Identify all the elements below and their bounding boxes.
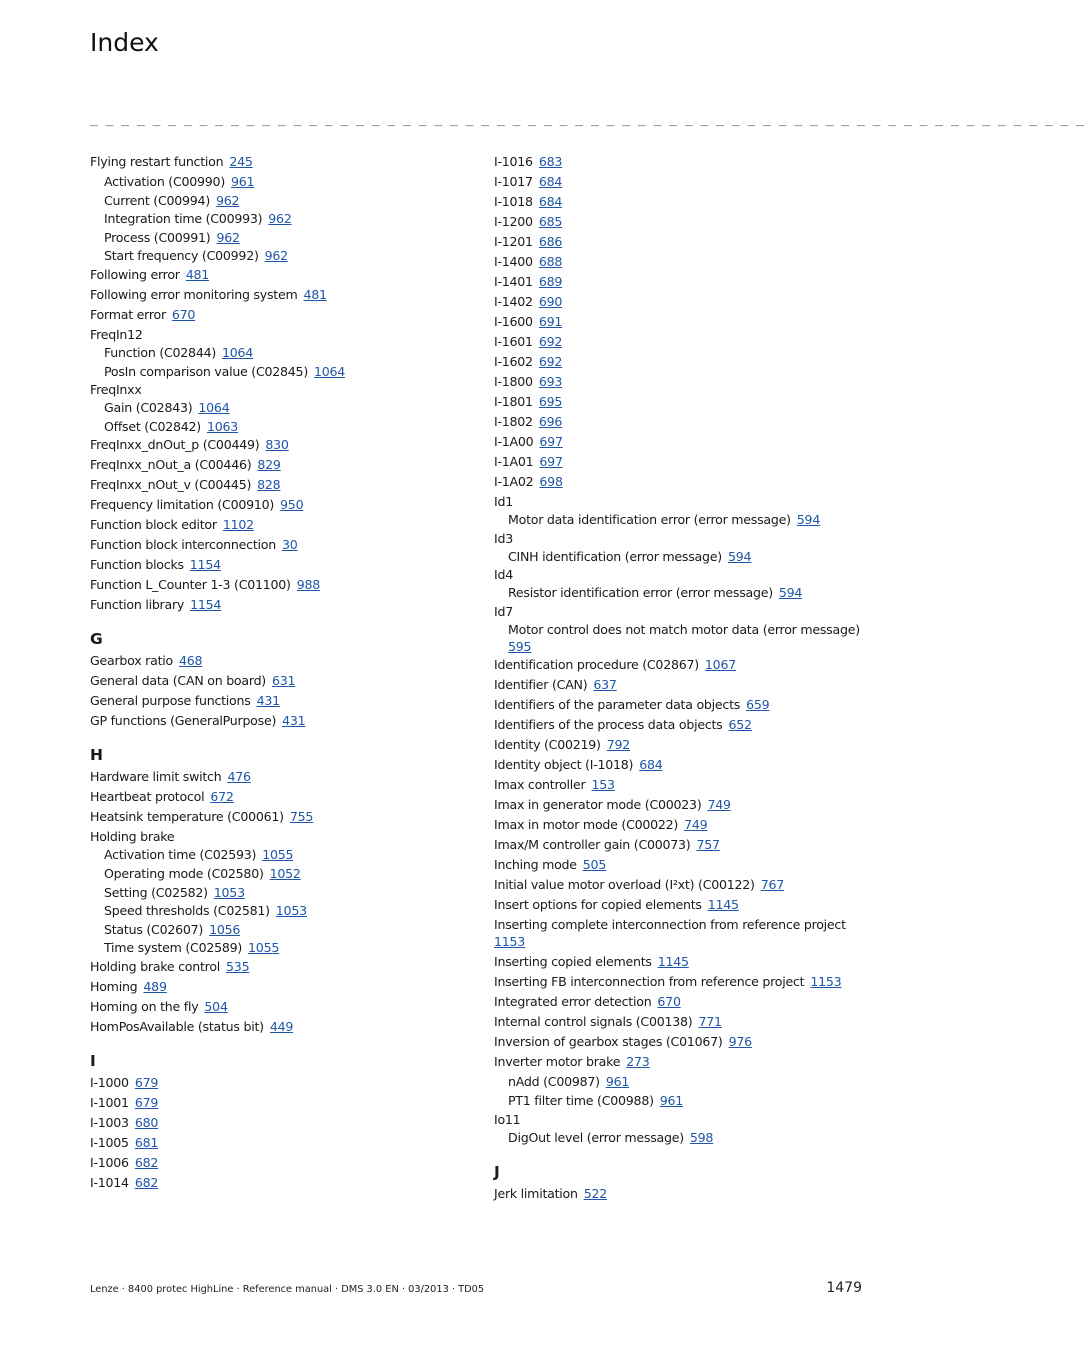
- index-entry: [494, 373, 864, 390]
- index-entry: [494, 153, 864, 170]
- page-link[interactable]: 771: [698, 1014, 722, 1030]
- page-link[interactable]: 698: [539, 474, 563, 489]
- page-link[interactable]: 1064: [198, 400, 230, 416]
- index-entry: [90, 476, 480, 493]
- index-entry: [494, 313, 864, 330]
- index-term: Heartbeat protocol: [90, 789, 205, 805]
- page-link[interactable]: 449: [269, 1018, 294, 1034]
- index-subentry: [104, 884, 480, 901]
- index-entry: [90, 692, 480, 709]
- page-link[interactable]: 679: [134, 1094, 159, 1110]
- index-subentry: [508, 1092, 864, 1109]
- index-entry: [494, 253, 864, 270]
- page-link[interactable]: 594: [796, 512, 821, 527]
- index-subentry: [104, 192, 480, 209]
- index-entry: [494, 716, 864, 733]
- page-link[interactable]: 431: [282, 713, 306, 729]
- index-term: Id7: [494, 603, 513, 619]
- page-link[interactable]: 684: [538, 174, 563, 189]
- index-term: I-1001: [90, 1094, 129, 1110]
- index-entry: [90, 768, 480, 785]
- page-link[interactable]: 476: [227, 769, 251, 785]
- page-link[interactable]: 684: [538, 194, 563, 209]
- index-term: Gearbox ratio: [90, 653, 173, 669]
- index-term: I-1A02: [494, 474, 534, 489]
- index-term: Time system (C02589): [104, 940, 243, 956]
- page-link[interactable]: 1053: [275, 903, 307, 919]
- index-entry: [494, 756, 864, 773]
- index-term: Jerk limitation: [494, 1185, 578, 1201]
- page-link[interactable]: 505: [582, 857, 607, 873]
- index-term: Heatsink temperature (C00061): [90, 809, 284, 825]
- page-link[interactable]: 1064: [222, 344, 254, 360]
- index-entry: [494, 776, 864, 793]
- index-entry: [90, 286, 480, 303]
- index-entry: [90, 712, 480, 729]
- index-term: Inversion of gearbox stages (C01067): [494, 1034, 723, 1050]
- index-term: PosIn comparison value (C02845): [104, 363, 308, 379]
- page-title: Index: [90, 28, 159, 57]
- index-entry: [90, 1134, 480, 1151]
- index-entry: [494, 1033, 864, 1050]
- index-term: DigOut level (error message): [508, 1129, 684, 1145]
- page-link[interactable]: 697: [539, 454, 563, 469]
- page-link[interactable]: 828: [257, 477, 281, 493]
- page-link[interactable]: 755: [289, 809, 314, 825]
- index-term: Frequency limitation (C00910): [90, 497, 275, 513]
- index-subentry: [104, 902, 480, 919]
- footer-page-number: 1479: [826, 1280, 862, 1296]
- index-letter-heading: I: [90, 1051, 96, 1070]
- page-link[interactable]: 696: [538, 414, 563, 429]
- index-entry: [90, 958, 480, 975]
- index-subentry: [104, 939, 480, 956]
- page-link[interactable]: 682: [134, 1174, 159, 1190]
- index-term: Operating mode (C02580): [104, 865, 264, 881]
- page-link[interactable]: 792: [606, 737, 630, 753]
- index-term: Inverter motor brake: [494, 1054, 621, 1070]
- index-term: Insert options for copied elements: [494, 897, 702, 913]
- page-link[interactable]: 679: [134, 1074, 159, 1090]
- index-entry: [494, 876, 864, 893]
- index-term: Activation time (C02593): [104, 847, 257, 863]
- page-link[interactable]: 691: [538, 314, 563, 329]
- page-link[interactable]: 595: [508, 638, 532, 654]
- page-link[interactable]: 468: [178, 653, 203, 669]
- index-entry: [90, 1174, 480, 1191]
- index-entry: [494, 530, 864, 547]
- index-term: Function blocks: [90, 557, 184, 573]
- page-link[interactable]: 757: [696, 837, 720, 853]
- page-link[interactable]: 962: [264, 248, 288, 264]
- page-link[interactable]: 961: [231, 174, 255, 189]
- index-letter-heading: G: [90, 630, 103, 649]
- page-link[interactable]: 749: [707, 797, 731, 813]
- index-term: Id3: [494, 530, 513, 546]
- index-term: Format error: [90, 306, 166, 322]
- index-term: Identifiers of the process data objects: [494, 717, 723, 733]
- page-link[interactable]: 692: [538, 334, 563, 349]
- page-link[interactable]: 652: [728, 717, 752, 733]
- index-term: Status (C02607): [104, 921, 204, 937]
- index-term: Offset (C02842): [104, 418, 201, 434]
- index-entry: [90, 496, 480, 513]
- index-subentry: [508, 511, 864, 528]
- index-term: Start frequency (C00992): [104, 248, 259, 264]
- index-term: I-1200: [494, 214, 533, 229]
- index-term: FreqInxx: [90, 382, 142, 398]
- page-link[interactable]: 481: [303, 286, 327, 302]
- page-link[interactable]: 670: [171, 306, 196, 322]
- index-term: FreqInxx_nOut_a (C00446): [90, 457, 252, 473]
- index-term: Following error monitoring system: [90, 286, 298, 302]
- index-entry: [494, 333, 864, 350]
- index-term: I-1201: [494, 234, 533, 249]
- index-subentry: [508, 1129, 864, 1146]
- index-entry: [494, 676, 864, 693]
- page-link[interactable]: 1055: [248, 940, 280, 956]
- page-link[interactable]: 1145: [657, 954, 689, 970]
- index-entry: [494, 736, 864, 753]
- page-link[interactable]: 829: [257, 457, 281, 473]
- page-link[interactable]: 1063: [206, 418, 239, 434]
- header-separator: _ _ _ _ _ _ _ _ _ _ _ _ _ _ _ _ _ _ _ _ _ _ _ _ _ _ _ _ _ _ _ _ _ _ _ _ _ _ _ _ _ _ _ _ _ _ _ _ _ _ _ _ _ _ _ _ _ _ _ _ _ _ _ _: [90, 112, 1084, 127]
- index-entry: [494, 293, 864, 310]
- index-term: Function L_Counter 1-3 (C01100): [90, 577, 291, 593]
- index-entry: [494, 1013, 864, 1030]
- index-term: Io11: [494, 1111, 521, 1127]
- index-term: Internal control signals (C00138): [494, 1014, 693, 1030]
- index-term: PT1 filter time (C00988): [508, 1092, 654, 1108]
- page-link[interactable]: 659: [746, 697, 770, 713]
- page-link[interactable]: 1153: [810, 974, 842, 990]
- page-link[interactable]: 1154: [189, 557, 221, 573]
- index-term: I-1602: [494, 354, 533, 369]
- index-entry: [90, 456, 480, 473]
- page-link[interactable]: 962: [216, 192, 240, 208]
- page-link[interactable]: 1056: [209, 921, 241, 937]
- page-link[interactable]: 697: [539, 434, 563, 449]
- index-term: Imax controller: [494, 777, 586, 793]
- page-link[interactable]: 489: [143, 978, 167, 994]
- page-link[interactable]: 153: [591, 777, 615, 793]
- page-link[interactable]: 535: [226, 958, 250, 974]
- page-link[interactable]: 686: [538, 234, 563, 249]
- index-term: Initial value motor overload (I²xt) (C00122): [494, 877, 755, 893]
- index-subentry: [104, 363, 480, 380]
- page-link[interactable]: 637: [593, 677, 617, 693]
- index-term: Identification procedure (C02867): [494, 657, 699, 673]
- index-entry: [494, 973, 864, 990]
- index-entry: [90, 1114, 480, 1131]
- page-link[interactable]: 690: [538, 294, 563, 309]
- index-entry: [494, 413, 864, 430]
- index-subentry: [508, 1073, 864, 1090]
- index-subentry: [104, 344, 480, 361]
- index-entry: [90, 978, 480, 995]
- index-term: Setting (C02582): [104, 884, 208, 900]
- index-entry: [494, 836, 864, 853]
- index-term: Id1: [494, 494, 513, 509]
- index-term: Identifier (CAN): [494, 677, 588, 693]
- index-entry: [90, 153, 480, 170]
- index-entry: [494, 796, 864, 813]
- page-link[interactable]: 672: [210, 789, 234, 805]
- index-entry: [494, 896, 864, 913]
- index-entry: [494, 566, 864, 583]
- index-term: I-1402: [494, 294, 533, 309]
- page-link[interactable]: 1145: [707, 897, 739, 913]
- index-term: Inserting complete interconnection from reference project: [494, 917, 846, 933]
- index-term: Inserting FB interconnection from reference project: [494, 974, 805, 990]
- index-entry: [90, 556, 480, 573]
- index-term: I-1016: [494, 154, 533, 169]
- index-term: Integrated error detection: [494, 994, 652, 1010]
- index-term: Imax in generator mode (C00023): [494, 797, 702, 813]
- index-column-left: [90, 153, 480, 1194]
- index-term: FreqInxx_dnOut_p (C00449): [90, 437, 260, 453]
- page-link[interactable]: 749: [684, 817, 708, 833]
- index-entry: [90, 1018, 480, 1035]
- index-entry: [90, 306, 480, 323]
- index-term: Current (C00994): [104, 192, 210, 208]
- index-entry: [494, 193, 864, 210]
- page-link[interactable]: 962: [216, 229, 240, 245]
- index-subentry: [508, 584, 864, 601]
- index-term: I-1A00: [494, 434, 534, 449]
- index-entry: [90, 672, 480, 689]
- index-term: FreqInxx_nOut_v (C00445): [90, 477, 252, 493]
- page-link[interactable]: 689: [538, 274, 563, 289]
- index-term: I-1005: [90, 1134, 129, 1150]
- index-term: Holding brake: [90, 829, 175, 845]
- index-entry: [90, 596, 480, 613]
- index-term: Holding brake control: [90, 958, 221, 974]
- index-entry: [90, 1074, 480, 1091]
- page-link[interactable]: 431: [256, 693, 280, 709]
- page-link[interactable]: 504: [204, 998, 228, 1014]
- index-entry: [494, 656, 864, 673]
- index-term: Function block interconnection: [90, 537, 276, 553]
- page-link[interactable]: 522: [583, 1185, 608, 1201]
- page-link[interactable]: 976: [728, 1034, 752, 1050]
- page-link[interactable]: 988: [296, 577, 321, 593]
- index-term: Hardware limit switch: [90, 769, 222, 785]
- index-term: I-1601: [494, 334, 533, 349]
- page-link[interactable]: 961: [659, 1092, 684, 1108]
- index-entry: [90, 1154, 480, 1171]
- index-entry: [494, 273, 864, 290]
- page-link[interactable]: 245: [229, 154, 253, 169]
- index-term: Speed thresholds (C02581): [104, 903, 270, 919]
- index-letter-heading: J: [494, 1162, 500, 1181]
- index-entry: [494, 696, 864, 713]
- index-entry: [90, 998, 480, 1015]
- index-term: I-1014: [90, 1174, 129, 1190]
- page-link[interactable]: 594: [727, 548, 752, 564]
- index-entry: [90, 808, 480, 825]
- index-term: Function block editor: [90, 517, 217, 533]
- index-term: Function library: [90, 597, 185, 613]
- page-link[interactable]: 631: [271, 673, 296, 689]
- page-link[interactable]: 481: [185, 266, 210, 282]
- page-link[interactable]: 961: [605, 1074, 630, 1090]
- index-term: Activation (C00990): [104, 174, 225, 189]
- index-entry: [494, 916, 864, 950]
- index-subentry: [508, 621, 864, 655]
- index-term: GP functions (GeneralPurpose): [90, 713, 277, 729]
- index-term: Motor data identification error (error message): [508, 512, 791, 527]
- page-link[interactable]: 683: [538, 154, 563, 169]
- index-term: I-1017: [494, 174, 533, 189]
- index-term: Identifiers of the parameter data objects: [494, 697, 741, 713]
- index-entry: [494, 233, 864, 250]
- index-entry: [494, 433, 864, 450]
- index-entry: [494, 473, 864, 490]
- index-column-right: [494, 153, 864, 1205]
- index-subentry: [104, 173, 480, 190]
- index-term: Process (C00991): [104, 229, 211, 245]
- index-term: CINH identification (error message): [508, 548, 722, 564]
- index-term: I-1A01: [494, 454, 534, 469]
- index-letter-heading: H: [90, 746, 103, 765]
- index-term: Resistor identification error (error message): [508, 585, 773, 601]
- page-link[interactable]: 1153: [494, 934, 526, 950]
- page-link[interactable]: 1064: [313, 363, 346, 379]
- index-entry: [494, 953, 864, 970]
- index-entry: [494, 353, 864, 370]
- index-entry: [494, 1111, 864, 1128]
- index-term: Imax in motor mode (C00022): [494, 817, 679, 833]
- index-entry: [494, 1185, 864, 1202]
- index-subentry: [508, 548, 864, 565]
- index-term: HomPosAvailable (status bit): [90, 1018, 264, 1034]
- index-term: Following error: [90, 266, 180, 282]
- index-subentry: [104, 229, 480, 246]
- index-term: General purpose functions: [90, 693, 251, 709]
- index-subentry: [104, 921, 480, 938]
- index-term: Flying restart function: [90, 154, 224, 169]
- index-entry: [494, 213, 864, 230]
- index-entry: [90, 326, 480, 343]
- page-link[interactable]: 688: [538, 254, 563, 269]
- index-term: I-1600: [494, 314, 533, 329]
- index-entry: [494, 1053, 864, 1070]
- index-term: FreqIn12: [90, 326, 143, 342]
- page-link[interactable]: 594: [778, 585, 803, 601]
- index-term: I-1801: [494, 394, 533, 409]
- page-link[interactable]: 30: [281, 537, 298, 553]
- index-subentry: [104, 418, 480, 435]
- index-entry: [494, 173, 864, 190]
- footer-document-info: Lenze · 8400 protec HighLine · Reference manual · DMS 3.0 EN · 03/2013 · TD05: [90, 1284, 485, 1295]
- index-term: I-1401: [494, 274, 533, 289]
- index-term: I-1400: [494, 254, 533, 269]
- index-term: Id4: [494, 567, 513, 583]
- page-link[interactable]: 680: [134, 1114, 159, 1130]
- page-link[interactable]: 1102: [222, 517, 254, 533]
- index-term: I-1000: [90, 1074, 129, 1090]
- index-term: Motor control does not match motor data (error message): [508, 621, 860, 637]
- index-term: I-1003: [90, 1114, 129, 1130]
- index-entry: [90, 516, 480, 533]
- page-link[interactable]: 670: [657, 994, 681, 1010]
- index-term: General data (CAN on board): [90, 673, 266, 689]
- index-subentry: [104, 399, 480, 416]
- index-subentry: [104, 210, 480, 227]
- index-term: I-1006: [90, 1154, 129, 1170]
- index-entry: [494, 453, 864, 470]
- index-entry: [90, 788, 480, 805]
- index-entry: [90, 436, 480, 453]
- index-entry: [494, 603, 864, 620]
- index-term: Homing on the fly: [90, 998, 199, 1014]
- index-subentry: [104, 846, 480, 863]
- page-link[interactable]: 1055: [262, 847, 294, 863]
- index-entry: [90, 536, 480, 553]
- page-link[interactable]: 1053: [213, 884, 245, 900]
- page-link[interactable]: 830: [265, 437, 289, 453]
- page-link[interactable]: 695: [538, 394, 563, 409]
- index-term: Gain (C02843): [104, 400, 193, 416]
- index-entry: [494, 856, 864, 873]
- index-entry: [494, 393, 864, 410]
- index-entry: [90, 1094, 480, 1111]
- page-link[interactable]: 962: [268, 211, 292, 227]
- index-term: I-1802: [494, 414, 533, 429]
- index-entry: [90, 381, 480, 398]
- page-link[interactable]: 685: [538, 214, 563, 229]
- page-link[interactable]: 693: [538, 374, 563, 389]
- page-link[interactable]: 598: [689, 1129, 714, 1145]
- index-term: Identity object (I-1018): [494, 757, 634, 773]
- index-term: nAdd (C00987): [508, 1074, 600, 1090]
- index-term: Integration time (C00993): [104, 211, 263, 227]
- index-entry: [90, 652, 480, 669]
- index-term: I-1800: [494, 374, 533, 389]
- index-term: Identity (C00219): [494, 737, 601, 753]
- index-entry: [494, 816, 864, 833]
- page-link[interactable]: 682: [134, 1154, 159, 1170]
- index-subentry: [104, 247, 480, 264]
- index-term: I-1018: [494, 194, 533, 209]
- index-subentry: [104, 865, 480, 882]
- index-term: Function (C02844): [104, 344, 217, 360]
- page-link[interactable]: 692: [538, 354, 563, 369]
- page-link[interactable]: 1052: [269, 865, 301, 881]
- page-link[interactable]: 681: [134, 1134, 159, 1150]
- index-entry: [90, 576, 480, 593]
- page-link[interactable]: 1067: [704, 657, 736, 673]
- index-term: Inserting copied elements: [494, 954, 652, 970]
- index-entry: [494, 493, 864, 510]
- page-link[interactable]: 684: [639, 757, 663, 773]
- index-entry: [494, 993, 864, 1010]
- index-term: Imax/M controller gain (C00073): [494, 837, 691, 853]
- index-entry: [90, 266, 480, 283]
- page-link[interactable]: 950: [280, 497, 304, 513]
- index-entry: [90, 828, 480, 845]
- page-link[interactable]: 273: [626, 1054, 650, 1070]
- index-term: Homing: [90, 978, 138, 994]
- index-term: Inching mode: [494, 857, 577, 873]
- page-link[interactable]: 767: [760, 877, 785, 893]
- page-link[interactable]: 1154: [190, 597, 222, 613]
